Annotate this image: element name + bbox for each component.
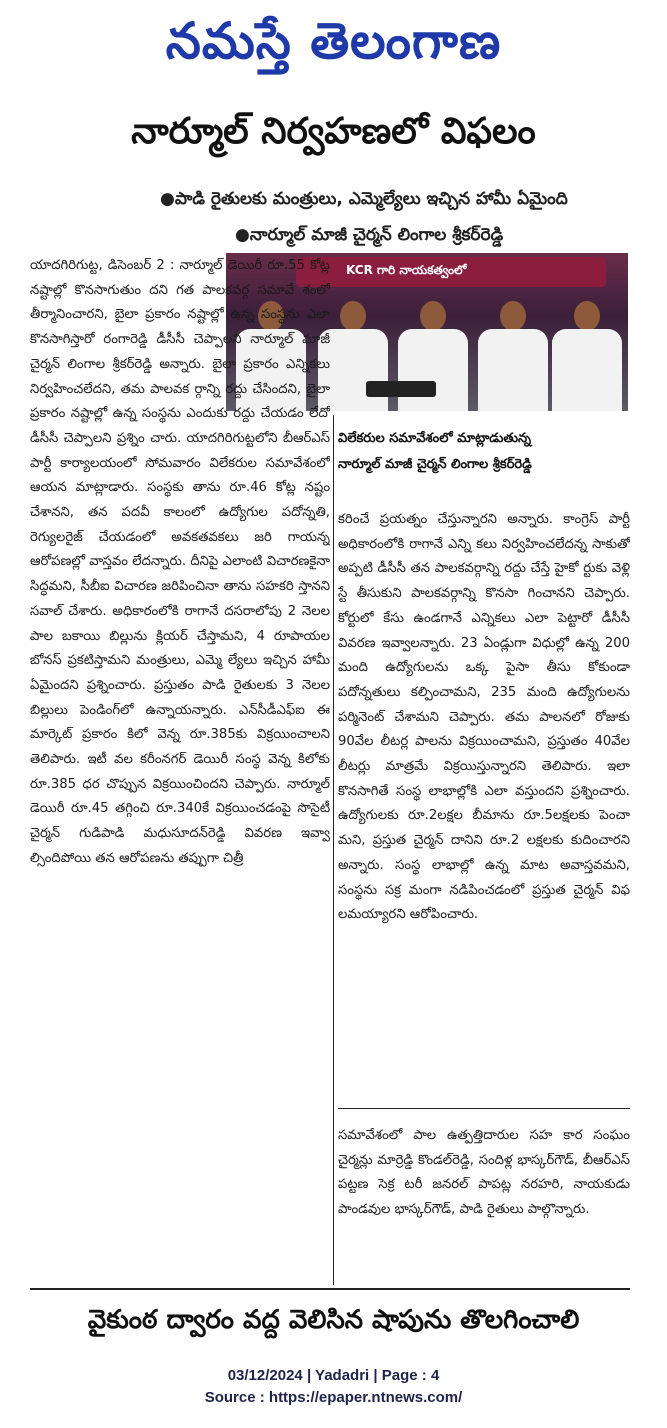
subheading-2: ●నార్మూల్ మాజీ చైర్మన్ లింగాల శ్రీకర్‌రెడ్డి <box>235 225 504 245</box>
newspaper-masthead <box>0 6 667 76</box>
article-separator <box>30 1288 630 1290</box>
photo-caption-line-1: విలేకరుల సమావేశంలో మాట్లాడుతున్న <box>338 431 531 446</box>
article-body-left-column: యాదగిరిగుట్ట, డిసెంబర్ 2 : నార్మూల్ డెయిరీ రూ.55 కోట్ల నష్టాల్లో కొనసాగుతుం దని గత పాలకవర్గ సమావే శంలో తీర్మానించారని, బైలా ప్రకారం నష్టాల్లో ఉన్న సంస్థను ఎలా కొనసాగిస్తారో రంగారెడ్డి డీసీసీ చెప్పాలని నార్మూల్ మాజీ చైర్మన్ లింగాల శ్రీకర్‌రెడ్డి అన్నారు. బైలా ప్రకారం ఎన్నికలు నిర్వహించలేదని, తమ పాలవక ర్గాన్ని రద్దు చేసిందని, బైలా ప్రకారం నష్టాల్లో ఉన్న సంస్థను ఎందుకు రద్దు చేయడం లేదో డీసీసీ చెప్పాలని ప్రశ్నిం చారు. యాదగిరిగుట్టలోని బీఆర్ఎస్ పార్టీ కార్యాలయంలో సోమవారం విలేకరుల సమావేశంలో ఆయన మాట్లాడారు. సంస్థకు తాను రూ.46 కోట్ల నష్టం చేశానని, తన పదవీ కాలంలో ఉద్యోగుల పదోన్నతి, రెగ్యులరైజ్ చేయడంలో అవకతవకలు జరి గాయన్న ఆరోపణల్లో వాస్తవం లేదన్నారు. దీనిపై ఎలాంటి విచారణకైనా సిద్ధమని, సీబీఐ విచారణ జరిపించినా తాను సహకరి స్తానని సవాల్ చేశారు. అధికారంలోకి రాగానే దసరాలోపు 2 నెలల పాల బకాయి బిల్లును క్లియర్ చేస్తామని, 4 రూపాయల బోనస్ ప్రకటిస్తామని మంత్రులు, ఎమ్మె ల్యేలు ఇచ్చిన హామీ ఏమైందని ప్రశ్నించారు. ప్రస్తుతం పాడి రైతులకు 3 నెలల బిల్లులు పెండింగ్‌లో ఉన్నాయన్నారు. ఎన్‌సీడీఎఫ్ఐ ఈ మార్కెట్ ప్రకారం కిలో వెన్న రూ.385కు విక్రయించాలని తెలిపారు. ఇటీ వల కరీంనగర్ డెయిరీ సంస్థ వెన్న కిలోకు రూ.385 ధర చొప్పున విక్రయించిందని చెప్పారు. నార్మూల్ డెయిరీ రూ.45 తగ్గించి రూ.340కే విక్రయించడంపై సొసైటీ చైర్మన్ గుడిపాడి మధుసూదన్‌రెడ్డి వివరణ ఇవ్వా ల్సిందిపోయి తన ఆరోపణను తప్పుగా చిత్రీ <box>30 258 330 866</box>
article-headline: నార్మూల్ నిర్వహణలో విఫలం <box>131 111 536 152</box>
photo-caption <box>338 426 630 478</box>
column-divider-vertical <box>333 415 334 1285</box>
table-with-mic <box>366 381 436 397</box>
article-body-right-column-attendees: సమావేశంలో పాల ఉత్పత్తిదారుల సహ కార సంఘం చైర్మన్లు మార్రెడ్డి కొండల్‌రెడ్డి, సందిళ్ల భాస్కర్‌గౌడ్, బీఆర్ఎస్ పట్టణ సెక్ర టరీ జనరల్ పాపట్ల నరహరి, నాయకుడు పాండవుల భాస్కర్‌గౌడ్, పాడి రైతులు పాల్గొన్నారు. <box>338 1128 630 1218</box>
photo-caption-line-2: నార్మూల్ మాజీ చైర్మన్ లింగాల శ్రీకర్‌రెడ్డి <box>338 457 532 472</box>
subheading-1: ●పాడి రైతులకు మంత్రులు, ఎమ్మెల్యేలు ఇచ్చిన హామీ ఏమైంది <box>160 189 568 209</box>
person-figure <box>552 301 622 411</box>
column-divider-horizontal <box>338 1108 630 1109</box>
masthead-title: నమస్తే తెలంగాణ <box>165 12 502 70</box>
article-body-right-column: కరించే ప్రయత్నం చేస్తున్నారని అన్నారు. కాంగ్రెస్ పార్టీ అధికారంలోకి రాగానే ఎన్ని కలు నిర్వహించలేదన్న సాకుతో అప్పటి డీసీసీ తన పాలకవర్గాన్ని రద్దు చేస్తే హైకో ర్టుకు వెళ్లి స్టే తీసుకుని పాలకవర్గాన్ని కొనసా గించానని చెప్పారు. కోర్టులో కేసు ఉండగానే ఎన్నికలు ఎలా పెట్టారో డీసీసీ వివరణ ఇవ్వాలన్నారు. 23 ఏండ్లుగా విధుల్లో ఉన్న 200 మంది ఉద్యోగులను ఒక్క పైసా తీసు కోకుండా పదోన్నతులు కల్పించామని, 235 మంది ఉద్యోగులను పర్మినెంట్ చేశామని చెప్పారు. తమ పాలనలో రోజుకు 90వేల లీటర్ల పాలను విక్రయించామని, ప్రస్తుతం 40వేల లీటర్లు మాత్రమే విక్రయిస్తున్నారని తెలిపారు. ఇలా కొనసాగితే సంస్థ లాభాల్లోకి ఎలా వస్తుందని ప్రశ్నించారు. ఉద్యోగులకు రూ.2లక్షల బీమాను రూ.5లక్షలకు పెంచా మని, ప్రస్తుత చైర్మన్ దానిని రూ.2 లక్షలకు కుదించారని అన్నారు. సంస్థ లాభాల్లో ఉన్న మాట అవాస్తవమని, సంస్థను సక్ర మంగా నడిపించడంలో ప్రస్తుత చైర్మన్ విఫ లమయ్యారని ఆరోపించారు. <box>338 512 630 923</box>
person-figure <box>478 301 548 411</box>
photo-banner-text: KCR గారి నాయకత్వంలో <box>346 263 467 277</box>
footer-source-url[interactable]: Source : https://epaper.ntnews.com/ <box>204 1389 463 1406</box>
second-article-headline: వైకుంఠ ద్వారం వద్ద వెలిసిన షాపును తొలగించాలి <box>87 1305 580 1335</box>
footer-date-edition-page: 03/12/2024 | Yadadri | Page : 4 <box>227 1367 440 1384</box>
